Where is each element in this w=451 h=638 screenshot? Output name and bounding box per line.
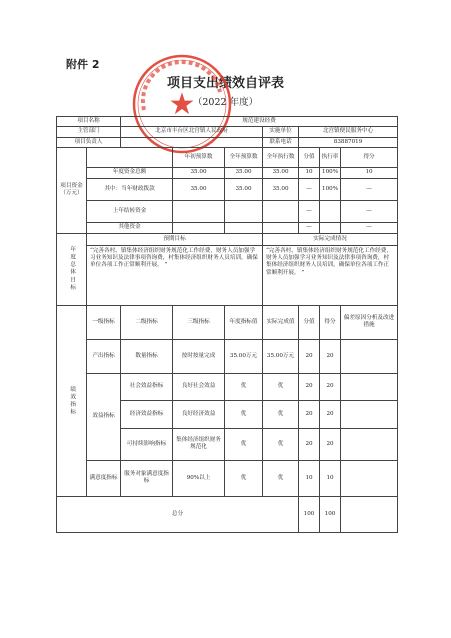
department-row: 主管部门 北京市丰台区北宫镇人民政府 实施单位 北宫镇便民服务中心 — [57, 127, 398, 137]
indicator-row: 可持续影响指标 集体经济组织财务规范化 优 优 20 20 — [57, 428, 398, 460]
indicator-row: 效益指标 社会效益指标 良好社会效益 优 优 20 20 — [57, 373, 398, 400]
funds-row: 其他资金 — — — [57, 222, 398, 233]
goals-header-row: 年度总体目标 预期目标 实际完成情况 — [57, 233, 398, 245]
funds-row: 其中：当年财政拨款 35.00 35.00 35.00 — 100% — — [57, 178, 398, 200]
indicator-row: 产出指标 数量指标 按时按量完成 35.00万元 35.00万元 20 20 — [57, 339, 398, 373]
indicators-header-row: 绩效指标 一级指标 二级指标 三级指标 年度指标值 实际完成值 分值 得分 偏差原因分析及改进措施 — [57, 305, 398, 339]
year-subtitle: （2022 年度） — [192, 97, 259, 108]
funds-row: 上年结转资金 — — — [57, 200, 398, 222]
funds-label: 项目资金 （万元） — [57, 147, 87, 233]
total-row: 总分 100 100 — [57, 496, 398, 532]
actual-goal-text: “完善各村、镇集体经济组织财务规范化工作经费，财务人员加强学习业务知识及法律事项咨询费，村集体经济组织财务人员培训，确保单位各项工作正常顺利开展。 ” — [263, 245, 398, 305]
goals-label: 年度总体目标 — [57, 233, 87, 305]
evaluation-table — [56, 116, 398, 533]
seal-star-icon: ★ — [168, 87, 196, 122]
funds-row: 年度资金总额 35.00 35.00 35.00 10 100% 10 — [57, 167, 398, 178]
funds-header-row: 项目资金 （万元） 年初预算数 全年预算数 全年执行数 分值 执行率 得分 — [57, 147, 398, 167]
indicators-label: 绩效指标 — [57, 305, 87, 496]
indicator-row: 满意度指标 服务对象满意度指标 90%以上 优 优 10 10 — [57, 460, 398, 496]
goals-content-row — [57, 245, 398, 305]
attachment-label: 附件 2 — [66, 58, 100, 71]
page-title: 项目支出绩效自评表 — [166, 76, 284, 91]
expected-goal-text: “完善各村、镇集体经济组织财务规范化工作经费，财务人员加强学习业务知识及法律事项咨询费，村集体经济组织财务人员培训，确保单位各项工作正常顺利开展。 ” — [87, 245, 263, 305]
indicator-row: 经济效益指标 良好经济效益 优 优 20 20 — [57, 400, 398, 428]
owner-row: 项目负责人 联系电话 83887019 — [57, 137, 398, 147]
project-name-row: 项目名称 规范建设经费 — [57, 117, 398, 127]
